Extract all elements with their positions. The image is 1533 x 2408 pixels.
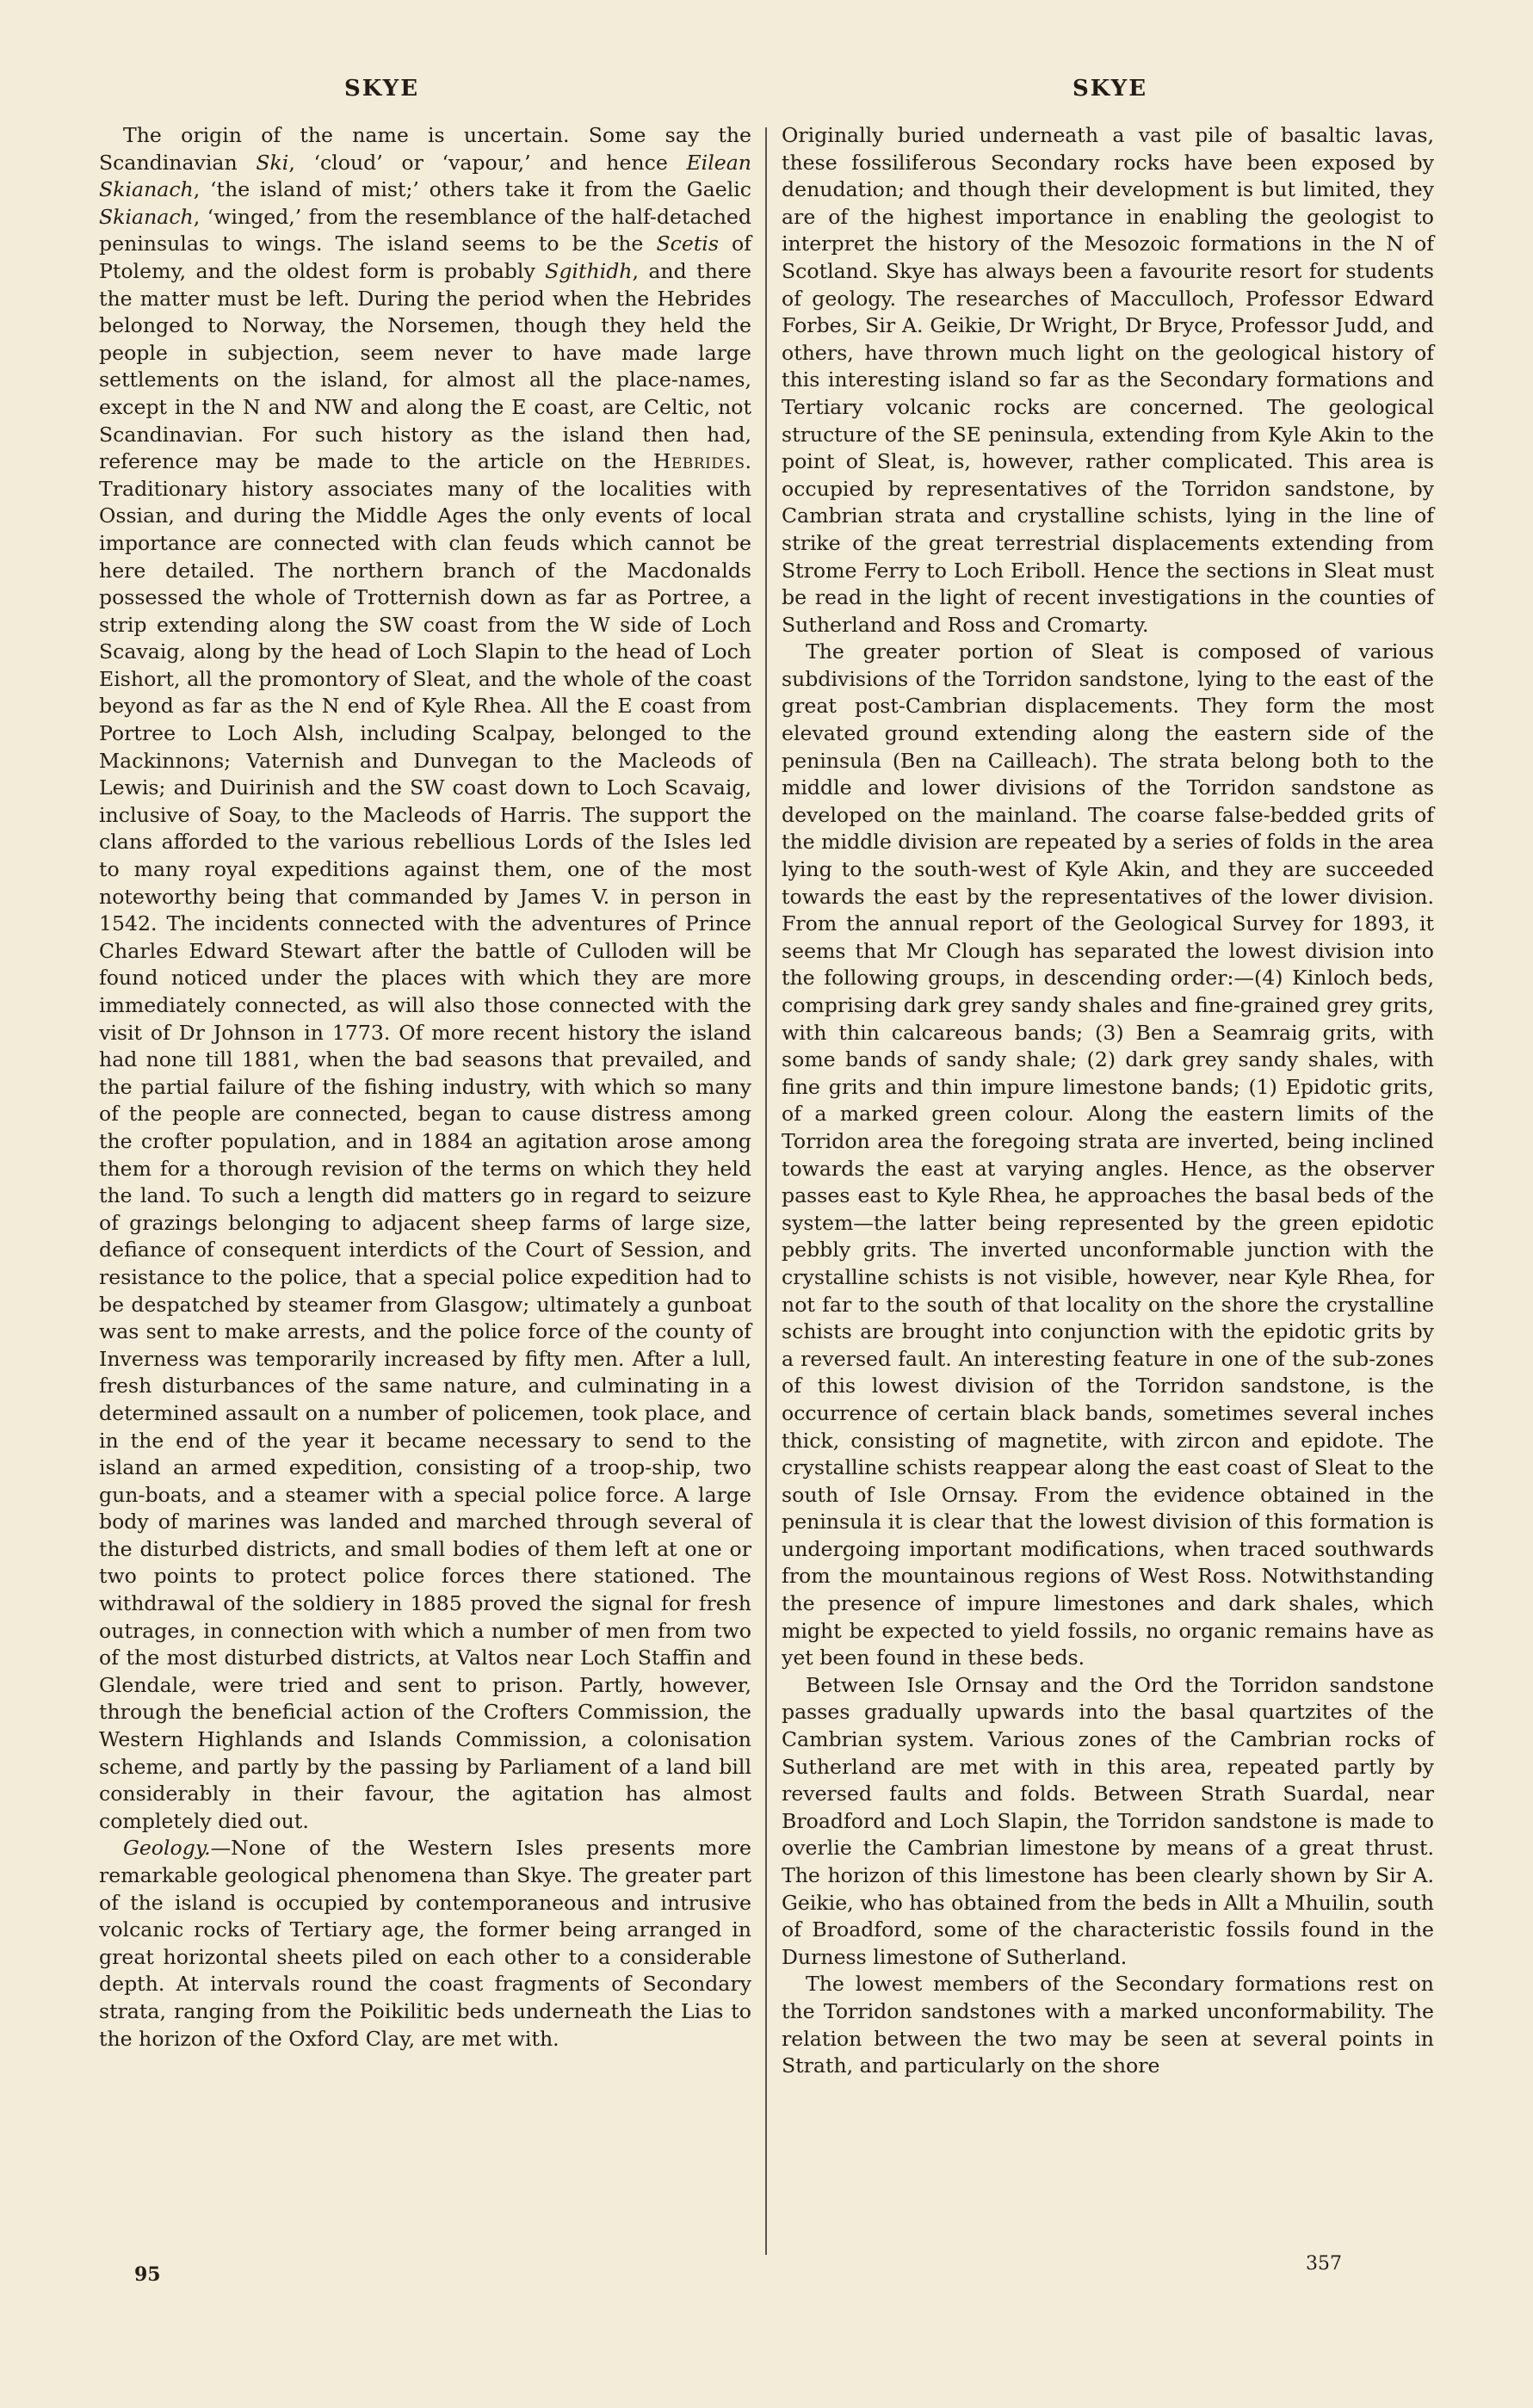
- text-run: —None of the Western Isles presents more remarkable geological phenomena than Skye. The greater part of the island is occupied by contemporaneous and intrusive volcanic rocks of Tertiary age, the former being arranged in great horizontal sheets piled on each other to a considerable depth. At intervals round the coast fragments of Secondary strata, ranging from the Poikilitic beds underneath the Lias to the horizon of the Oxford Clay, are met with.: [99, 1836, 751, 2051]
- text-run: The lowest members of the Secondary formations rest on the Torridon sandstones with a marked unconformability. The relation between the two may be seen at several points in Strath, and particularly on the shore: [782, 1972, 1434, 2078]
- emphasized-text: Scetis: [656, 232, 719, 256]
- emphasized-text: Eilean Skianach: [99, 150, 751, 202]
- emphasized-text: Hebrides: [652, 449, 745, 474]
- paragraph-secondary: [782, 1971, 1434, 2079]
- column-divider: [765, 127, 767, 2255]
- page-number-right: 357: [1306, 2253, 1342, 2275]
- text-run: of Ptolemy, and the oldest form is probably: [99, 232, 751, 283]
- left-column: [99, 122, 751, 2053]
- running-head-left: SKYE: [344, 76, 420, 102]
- emphasized-text: Sgithidh: [545, 258, 633, 283]
- paragraph-continuation: [782, 122, 1434, 639]
- text-run: , ‘the island of mist;’ others take it from the Gaelic: [193, 177, 751, 202]
- emphasized-text: Skianach: [99, 204, 194, 229]
- text-run: , ‘winged,’ from the resemblance of the half-detached peninsulas to wings. The island seems to be the: [99, 204, 751, 256]
- emphasized-text: Ski: [256, 150, 289, 175]
- text-run: Originally buried underneath a vast pile of basaltic lavas, these fossiliferous Secondary rocks have been exposed by denudation; and though their development is but limited, they are of the highest importance in enabling the geologist to interpret the history of the Mesozoic formations in the N of Scotland. Skye has always been a favourite resort for students of geology. The researches of Macculloch, Professor Edward Forbes, Sir A. Geikie, Dr Wright, Dr Bryce, Professor Judd, and others, have thrown much light on the geological history of this interesting island so far as the Secondary formations and Tertiary volcanic rocks are concerned. The geological structure of the SE peninsula, extending from Kyle Akin to the point of Sleat, is, however, rather complicated. This area is occupied by representatives of the Torridon sandstone, by Cambrian strata and crystalline schists, lying in the line of strike of the great terrestrial displacements extending from Strome Ferry to Loch Eriboll. Hence the sections in Sleat must be read in the light of recent investigations in the counties of Sutherland and Ross and Cromarty.: [782, 123, 1434, 637]
- right-column: [782, 122, 1434, 2080]
- text-run: , and there the matter must be left. During the period when the Hebrides belonged to Norway, the Norsemen, though they held the people in subjection, seem never to have made large settlements on the island, for almost all the place-names, except in the N and NW and along the E coast, are Celtic, not Scandinavian. For such history as the island then had, reference may be made to the article on the: [99, 258, 751, 474]
- page-number-left: 95: [134, 2263, 161, 2286]
- running-head-right: SKYE: [1072, 76, 1148, 102]
- text-run: , ‘cloud’ or ‘vapour,’ and hence: [288, 150, 687, 175]
- text-run: The origin of the name is uncertain. Some say the Scandinavian: [99, 123, 751, 175]
- text-run: The greater portion of Sleat is composed of various subdivisions of the Torridon sandstone, lying to the east of the great post-Cambrian displacements. They form the most elevated ground extending along the eastern side of the peninsula (Ben na Cailleach). The strata belong both to the middle and lower divisions of the Torridon sandstone as developed on the mainland. The coarse false-bedded grits of the middle division are repeated by a series of folds in the area lying to the south-west of Kyle Akin, and they are succeeded towards the east by the representatives of the lower division. From the annual report of the Geological Survey for 1893, it seems that Mr Clough has separated the lowest division into the following groups, in descending order:—(4) Kinloch beds, comprising dark grey sandy shales and fine-grained grey grits, with thin calcareous bands; (3) Ben a Seamraig grits, with some bands of sandy shale; (2) dark grey sandy shales, with fine grits and thin impure limestone bands; (1) Epidotic grits, of a marked green colour. Along the eastern limits of the Torridon area the foregoing strata are inverted, being inclined towards the east at varying angles. Hence, as the observer passes east to Kyle Rhea, he approaches the basal beds of the system—the latter being represented by the green epidotic pebbly grits. The inverted unconformable junction with the crystalline schists is not visible, however, near Kyle Rhea, for not far to the south of that locality on the shore the crystalline schists are brought into conjunction with the epidotic grits by a reversed fault. An interesting feature in one of the sub-zones of this lowest division of the Torridon sandstone, is the occurrence of certain black bands, sometimes several inches thick, consisting of magnetite, with zircon and epidote. The crystalline schists reappear along the east coast of Sleat to the south of Isle Ornsay. From the evidence obtained in the peninsula it is clear that the lowest division of this formation is undergoing important modifications, when traced southwards from the mountainous regions of West Ross. Notwithstanding the presence of impure limestones and dark shales, which might be expected to yield fossils, no organic remains have as yet been found in these beds.: [782, 639, 1434, 1670]
- text-run: . Traditionary history associates many of the localities with Ossian, and during the Middle Ages the only events of local importance are connected with clan feuds which cannot be here detailed. The northern branch of the Macdonalds possessed the whole of Trotternish down as far as Portree, a strip extending along the SW coast from the W side of Loch Scavaig, along by the head of Loch Slapin to the head of Loch Eishort, all the promontory of Sleat, and the whole of the coast beyond as far as the N end of Kyle Rhea. All the E coast from Portree to Loch Alsh, including Scalpay, belonged to the Mackinnons; Vaternish and Dunvegan to the Macleods of Lewis; and Duirinish and the SW coast down to Loch Scavaig, inclusive of Soay, to the Macleods of Harris. The support the clans afforded to the various rebellious Lords of the Isles led to many royal expeditions against them, one of the most noteworthy being that commanded by James V. in person in 1542. The incidents connected with the adventures of Prince Charles Edward Stewart after the battle of Culloden will be found noticed under the places with which they are more immediately connected, as will also those connected with the visit of Dr Johnson in 1773. Of more recent history the island had none till 1881, when the bad seasons that prevailed, and the partial failure of the fishing industry, with which so many of the people are connected, began to cause distress among the crofter population, and in 1884 an agitation arose among them for a thorough revision of the terms on which they held the land. To such a length did matters go in regard to seizure of grazings belonging to adjacent sheep farms of large size, defiance of consequent interdicts of the Court of Session, and resistance to the police, that a special police expedition had to be despatched by steamer from Glasgow; ultimately a gunboat was sent to make arrests, and the police force of the county of Inverness was temporarily increased by fifty men. After a lull, fresh disturbances of the same nature, and culminating in a determined assault on a number of policemen, took place, and in the end of the year it became necessary to send to the island an armed expedition, consisting of a troop-ship, two gun-boats, and a steamer with a special police force. A large body of marines was landed and marched through several of the disturbed districts, and small bodies of them left at one or two points to protect police forces there stationed. The withdrawal of the soldiery in 1885 proved the signal for fresh outrages, in connection with which a number of men from two of the most disturbed districts, at Valtos near Loch Staffin and Glendale, were tried and sent to prison. Partly, however, through the beneficial action of the Crofters Commission, the Western Highlands and Islands Commission, a colonisation scheme, and partly by the passing by Parliament of a land bill considerably in their favour, the agitation has almost completely died out.: [99, 449, 751, 1833]
- paragraph-ornsay: [782, 1672, 1434, 1972]
- paragraph-sleat: [782, 639, 1434, 1672]
- emphasized-text: Geology.: [123, 1836, 211, 1861]
- paragraph-history: [99, 122, 751, 1835]
- paragraph-geology: [99, 1835, 751, 2053]
- text-run: Between Isle Ornsay and the Ord the Torridon sandstone passes gradually upwards into the basal quartzites of the Cambrian system. Various zones of the Cambrian rocks of Sutherland are met with in this area, repeated partly by reversed faults and folds. Between Strath Suardal, near Broadford and Loch Slapin, the Torridon sandstone is made to overlie the Cambrian limestone by means of a great thrust. The horizon of this limestone has been clearly shown by Sir A. Geikie, who has obtained from the beds in Allt a Mhuilin, south of Broadford, some of the characteristic fossils found in the Durness limestone of Sutherland.: [782, 1672, 1434, 1969]
